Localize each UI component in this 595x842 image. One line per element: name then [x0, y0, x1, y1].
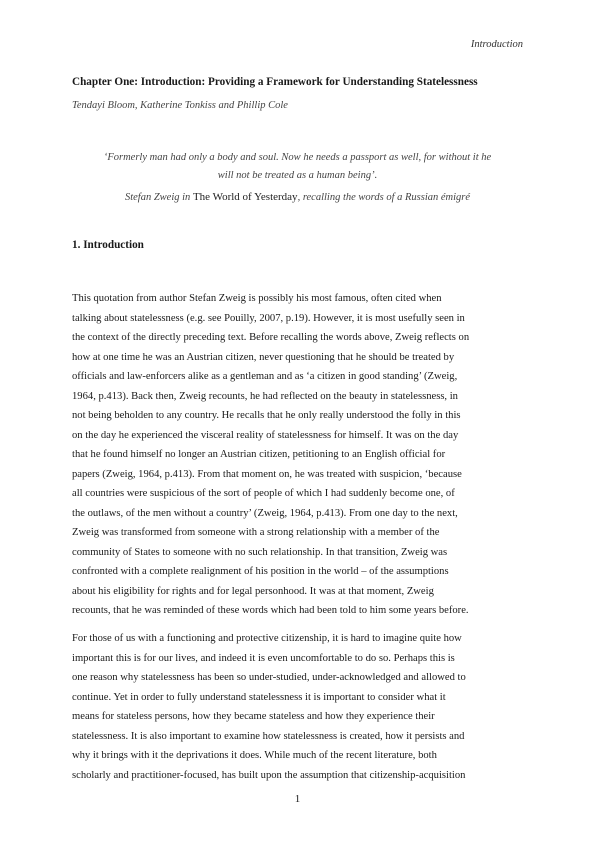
paragraph-line: not being beholden to any country. He recalls that he only really understood the folly in this: [72, 410, 461, 421]
paragraph-line: about his eligibility for rights and for legal personhood. It was at that moment, Zweig: [72, 585, 434, 597]
epigraph-quote-line: ‘Formerly man had only a body and soul. Now he needs a passport as well, for without it he: [103, 152, 492, 163]
epigraph-quote: [72, 149, 523, 184]
paragraph-line: papers (Zweig, 1964, p.413). From that moment on, he was treated with suspicion, ‘because: [72, 468, 462, 480]
paragraph-line: scholarly and practitioner-focused, has built upon the assumption that citizenship-acquisition: [72, 769, 466, 781]
paragraph-line: the context of the directly preceding text. Before recalling the words above, Zweig reflects on: [72, 332, 470, 343]
running-header: Introduction: [470, 39, 523, 50]
paragraph-line: means for stateless persons, how they became stateless and how they experience their: [72, 711, 435, 722]
epigraph-attribution: [72, 191, 523, 203]
attribution-book-title: The World of Yesterday: [192, 191, 298, 203]
paragraph-line: important this is for our lives, and indeed it is even uncomfortable to do so. Perhaps this is: [72, 652, 455, 664]
epigraph-quote-line: will not be treated as a human being’.: [217, 169, 378, 181]
paragraph-line: on the day he experienced the visceral reality of statelessness for himself. It was on the day: [72, 429, 459, 441]
paragraph-line: the outlaws, of the men without a country’ (Zweig, 1964, p.413). From one day to the next,: [72, 507, 458, 519]
paragraph-line: how at one time he was an Austrian citizen, never questioning that he should be treated by: [72, 351, 455, 363]
paragraph-line: Zweig was transformed from someone with a strong relationship with a member of the: [72, 527, 440, 538]
paragraph-line: one reason why statelessness has been so under-studied, under-acknowledged and allowed to: [72, 672, 466, 683]
paragraph-line: all countries were suspicious of the sort of people of which I had suddenly become one, of: [72, 488, 455, 499]
paragraph-line: talking about statelessness (e.g. see Pouilly, 2007, p.19). However, it is most usefully seen in: [72, 312, 465, 324]
attribution-prefix: Stefan Zweig in: [124, 192, 191, 203]
paragraph-line: For those of us with a functioning and protective citizenship, it is hard to imagine quite how: [72, 633, 462, 644]
paragraph-line: that he found himself no longer an Austrian citizen, petitioning to an English official for: [72, 449, 446, 460]
paragraph-line: confronted with a complete realignment of his position in the world – of the assumptions: [72, 566, 449, 577]
page-number: 1: [294, 793, 301, 805]
paragraph-line: why it brings with it the deprivations it does. While much of the recent literature, both: [72, 750, 437, 761]
chapter-title: Chapter One: Introduction: Providing a Framework for Understanding Statelessness: [72, 76, 478, 88]
attribution-suffix: , recalling the words of a Russian émigré: [297, 192, 471, 203]
chapter-authors: Tendayi Bloom, Katherine Tonkiss and Phillip Cole: [72, 100, 288, 111]
body-paragraph-1: [72, 289, 524, 621]
paragraph-line: continue. Yet in order to fully understand statelessness it is important to consider what it: [72, 691, 446, 703]
paragraph-line: This quotation from author Stefan Zweig is possibly his most famous, often cited when: [72, 293, 442, 304]
paragraph-line: community of States to someone with no such relationship. In that transition, Zweig was: [72, 546, 448, 558]
paragraph-line: 1964, p.413). Back then, Zweig recounts, he had reflected on the beauty in statelessness, in: [72, 390, 458, 402]
body-paragraph-2: [72, 629, 524, 785]
paragraph-line: recounts, that he was reminded of these words which had been told to him some years before.: [72, 605, 469, 616]
paragraph-line: officials and law-enforcers alike as a gentleman and as ‘a citizen in good standing’ (Zweig,: [72, 371, 458, 382]
paragraph-line: statelessness. It is also important to examine how statelessness is created, how it persists and: [72, 730, 465, 742]
section-heading: 1. Introduction: [72, 239, 144, 251]
